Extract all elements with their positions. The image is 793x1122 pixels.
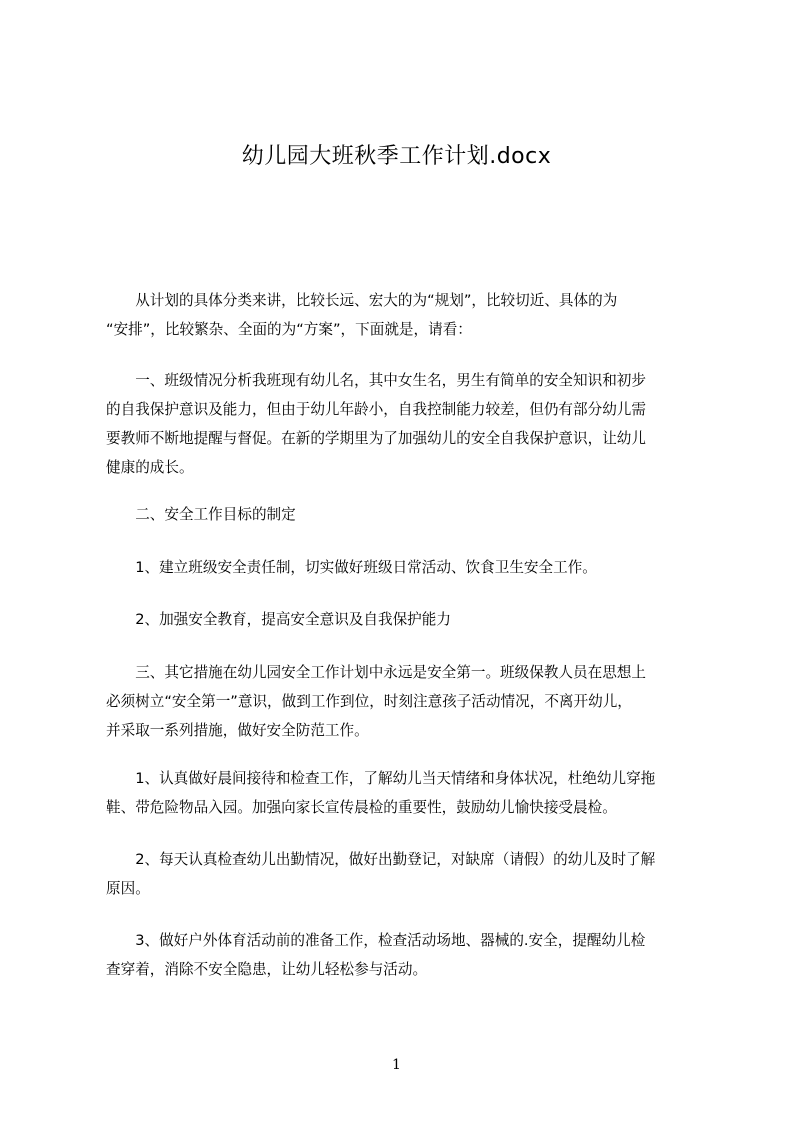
paragraph-goal-2 [106,605,718,634]
paragraph-measure-3 [106,926,718,984]
paragraph-line: 从计划的具体分类来讲，比较长远、宏大的为“规划”，比较切近、具体的为 [106,292,618,309]
paragraph-line: 一、班级情况分析我班现有幼儿名，其中女生名，男生有简单的安全知识和初步 [106,372,646,389]
paragraph-line: 1、认真做好晨间接待和检查工作，了解幼儿当天情绪和身体状况，杜绝幼儿穿拖 [106,770,656,787]
paragraph-line: 必须树立“安全第一”意识，做到工作到位，时刻注意孩子活动情况，不离开幼儿， [106,693,632,710]
paragraph-measure-2 [106,845,718,903]
heading-safety-goals [106,500,718,529]
paragraph-line: 鞋、带危险物品入园。加强向家长宣传晨检的重要性，鼓励幼儿愉快接受晨检。 [106,799,617,816]
paragraph-line: 的自我保护意识及能力，但由于幼儿年龄小，自我控制能力较差，但仍有部分幼儿需 [106,401,646,418]
paragraph-line: 3、做好户外体育活动前的准备工作，检查活动场地、器械的.安全，提醒幼儿检 [106,932,646,949]
paragraph-line: 二、安全工作目标的制定 [106,506,296,523]
paragraph-line: 2、加强安全教育，提高安全意识及自我保护能力 [106,611,451,628]
paragraph-measure-1 [106,764,718,822]
paragraph-line: 原因。 [106,880,150,897]
paragraph-line: 1、建立班级安全责任制，切实做好班级日常活动、饮食卫生安全工作。 [106,559,597,576]
page-number: 1 [392,1057,401,1073]
paragraph-intro [106,286,718,344]
paragraph-goal-1 [106,553,718,582]
paragraph-other-measures [106,658,718,745]
paragraph-line: 三、其它措施在幼儿园安全工作计划中永远是安全第一。班级保教人员在思想上 [106,664,646,681]
paragraph-line: “安排”，比较繁杂、全面的为“方案”，下面就是，请看： [106,321,472,338]
paragraph-class-analysis [106,366,718,482]
paragraph-line: 2、每天认真检查幼儿出勤情况，做好出勤登记，对缺席（请假）的幼儿及时了解 [106,851,656,868]
paragraph-line: 查穿着，消除不安全隐患，让幼儿轻松参与活动。 [106,961,428,978]
paragraph-line: 健康的成长。 [106,459,194,476]
paragraph-line: 并采取一系列措施，做好安全防范工作。 [106,722,369,739]
document-title: 幼儿园大班秋季工作计划.docx [241,144,552,169]
paragraph-line: 要教师不断地提醒与督促。在新的学期里为了加强幼儿的安全自我保护意识，让幼儿 [106,430,646,447]
